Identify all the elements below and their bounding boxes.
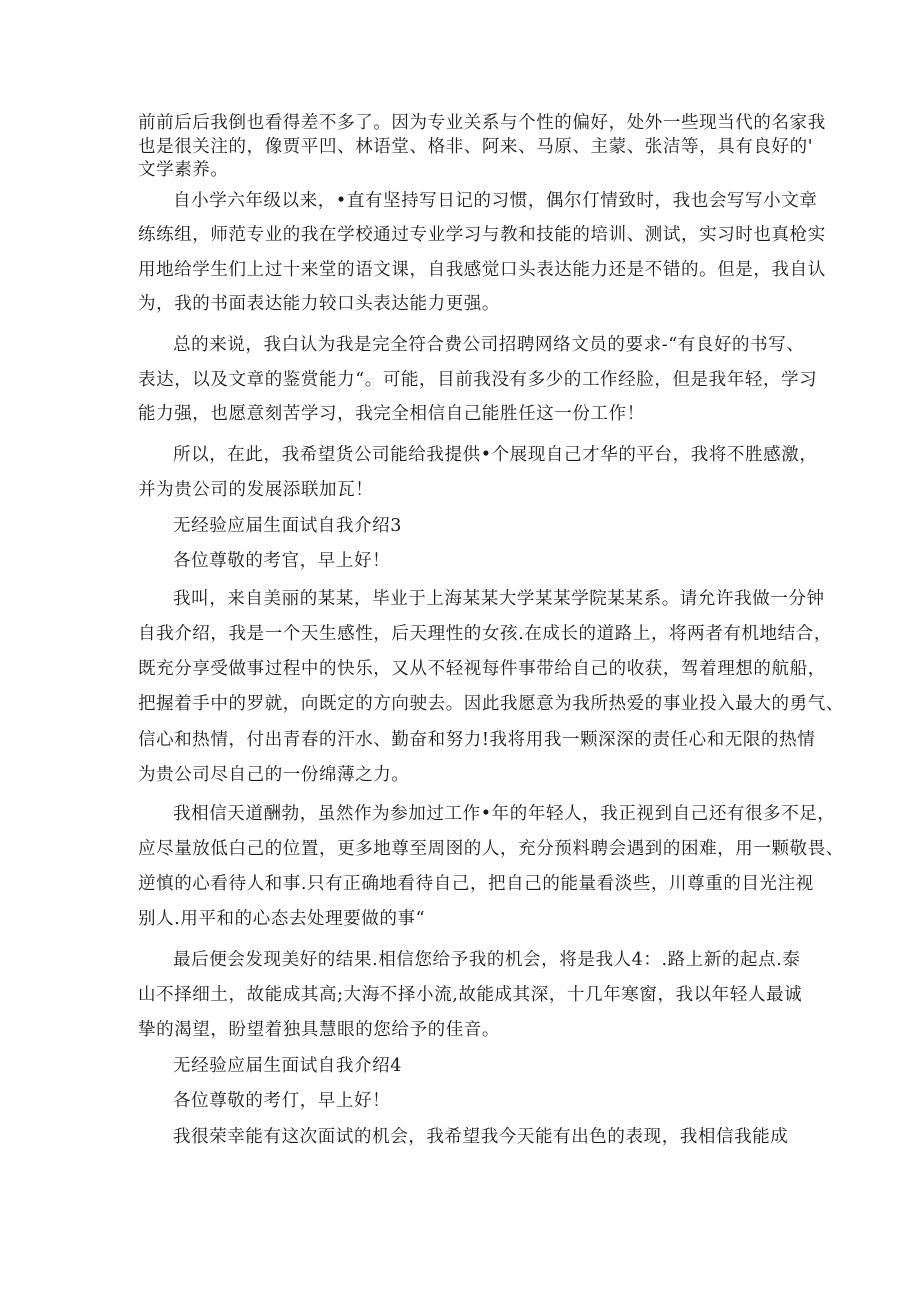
- text-line: 能力强，也愿意刻苦学习，我完全相信自己能胜任这一份工作！: [138, 404, 645, 424]
- text-line: 自我介绍，我是一个天生感性，后天理性的女孩.在成长的道路上，将两者有机地结合，: [138, 624, 832, 644]
- paragraph-first-line: 总的来说，我白认为我是完全符合费公司招聘网络文员的要求-“有良好的书写、: [173, 335, 805, 355]
- text-line: 表达，以及文章的鉴赏能力“。可能，目前我没有多少的工作经脸，但是我年轻，学习: [138, 370, 818, 390]
- section-heading: 无经验应届生面试自我介绍4: [173, 1056, 402, 1076]
- text-line: 应尽量放低白己的位置，更多地尊至周囹的人，充分预料聘会遇到的困难，用一颗敬畏、: [138, 839, 844, 859]
- text-line: 文学素养。: [138, 160, 229, 180]
- text-line: 为贵公司尽自己的一份绵薄之力。: [138, 765, 410, 785]
- paragraph-first-line: 我相信天道酬勃，虽然作为参加过工作•年的年轻人，我正视到自己还有很多不足，: [173, 804, 836, 824]
- text-line: 别人.用平和的心态去处理要做的事“: [138, 909, 426, 929]
- paragraph-first-line: 我叫，来自美丽的某某，毕业于上海某某大学某某学院某某系。请允许我做一分钟: [173, 589, 825, 609]
- paragraph-first-line: 我很荣幸能有这次面试的机会，我希望我今天能有出色的表现，我相信我能成: [173, 1127, 789, 1147]
- text-line: 并为贵公司的发展添联加瓦！: [138, 480, 374, 500]
- section-heading: 无经验应届生面试自我介绍3: [173, 516, 402, 536]
- text-line: 也是很关注的，像贾平凹、林语堂、格非、阿来、马原、主蒙、张洁等，具有良好的': [138, 137, 814, 157]
- paragraph-first-line: 最后便会发现美好的结果.相信您给予我的机会，将是我人4：.路上新的起点.泰: [173, 950, 801, 970]
- text-line: 既充分享受做事过程中的快乐，又从不轻视每件事带给自己的收获，驾着理想的航船，: [138, 659, 826, 679]
- text-line: 信心和热情，付出青春的汗水、勤奋和努力!我将用我一颗深深的责任心和无限的热情: [138, 730, 816, 750]
- greeting-line: 各位尊敬的考仃，早上好！: [173, 1091, 391, 1111]
- paragraph-first-line: 自小学六年级以来，•直有坚持写日记的习惯，偶尔仃情致时，我也会写写小文章: [173, 191, 818, 211]
- paragraph-first-line: 所以，在此，我希望货公司能给我提供•个展现自己才华的平台，我将不胜感激，: [173, 445, 818, 465]
- text-line: 逆慎的心看待人和事.只有正确地看待自己，把自己的能量看淡些，川尊重的目光注视: [138, 874, 814, 894]
- greeting-line: 各位尊敬的考官，早上好！: [173, 551, 391, 571]
- text-line: 山不择细土，故能成其高;大海不择小流,故能成其深，十几年寒窗，我以年轻人最诚: [138, 985, 803, 1005]
- text-line: 用地给学生们上过十来堂的语文课，自我感觉口头表达能力还是不错的。但是，我自认: [138, 260, 826, 280]
- text-line: 练练组，师范专业的我在学校通过专业学习与教和技能的培训、测试，实习时也真枪实: [138, 225, 826, 245]
- text-line: 前前后后我倒也看得差不多了。因为专业关系与个性的偏好，处外一些现当代的名家我: [138, 113, 826, 133]
- text-line: 挚的渴望，盼望着独具慧眼的您给予的佳音。: [138, 1020, 500, 1040]
- text-line: 为，我的书面表达能力较口头表达能力更强。: [138, 294, 500, 314]
- text-line: 把握着手中的罗就，向既定的方向驶去。因此我愿意为我所热爱的事业投入最大的勇气、: [138, 694, 844, 714]
